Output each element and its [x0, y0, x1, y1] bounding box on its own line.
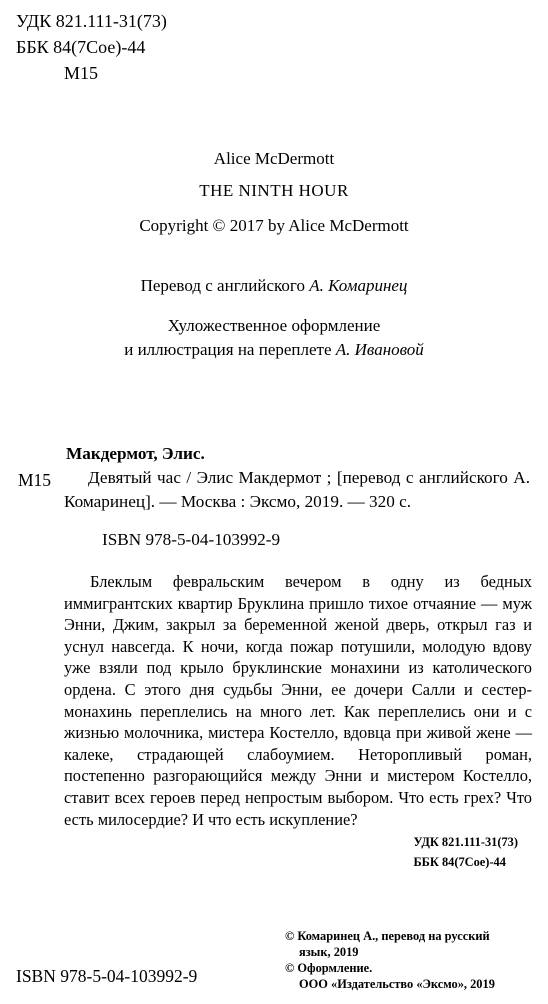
original-title: THE NINTH HOUR — [199, 181, 349, 200]
copyright-translation-line1: © Комаринец А., перевод на русский — [285, 929, 490, 943]
design-credit-line1: Хуложественное оформление — [167, 316, 381, 335]
translator-name: А. Комаринец — [309, 276, 408, 295]
copyright-translation-line2: язык, 2019 — [299, 945, 359, 959]
top-codes-block — [16, 8, 167, 86]
annotation — [64, 571, 532, 830]
illustrator-name: А. Ивановой — [335, 340, 424, 359]
catalog-isbn: ISBN 978-5-04-103992-9 — [102, 530, 281, 549]
bottom-copyright-block — [285, 928, 495, 992]
original-author: Alice McDermott — [213, 149, 335, 168]
bottom-isbn: ISBN 978-5-04-103992-9 — [16, 966, 198, 986]
bottom-bbk-code: ББК 84(7Сое)-44 — [413, 855, 506, 869]
catalog-mark: М15 — [18, 470, 52, 490]
copyright-design-line: © Оформление. — [285, 961, 373, 975]
translation-prefix: Перевод с английского — [140, 276, 305, 295]
catalog-description: Девятый час / Элис Макдермот ; [перевод с английского А. Комаринец]. — Москва : Эксмо, 2019. — 320 с. — [64, 468, 530, 511]
top-udk-code: УДК 821.111-31(73) — [16, 11, 167, 31]
annotation-text: Блеклым февральским вечером в одну из бедных иммигрантских квартир Бруклина пришло тихое отчаяние — муж Энни, Джим, закрыл за беременной женой дверь, открыл газ и уснул навсегда. К ночи, когда пожар потушили, молодую вдову уже взяли под крыло бруклинские монахини из католического ордена. С этого дня судьбы Энни, ее дочери Салли и сестер-монахинь переплелись на много лет. Как переплелись они и с жизнью молочника, мистера Костелло, вдовца при живой жене — калеке, страдающей слабоумием. Неторопливый роман, постепенно разгорающийся между Энни и мистером Костелло, ставит всех героев перед непростым выбором. Что есть грех? Что есть милосердие? И что есть искупление? — [64, 572, 532, 829]
catalog-heading: Макдермот, Элис. — [66, 444, 205, 463]
catalog-entry — [64, 444, 530, 552]
top-author-mark: М15 — [64, 63, 99, 83]
top-bbk-code: ББК 84(7Сое)-44 — [16, 37, 146, 57]
bottom-codes-block — [413, 834, 518, 870]
original-copyright: Copyright © 2017 by Alice McDermott — [139, 216, 409, 235]
design-credit-line2 — [0, 340, 548, 360]
copyright-publisher-line: ООО «Издательство «Эксмо», 2019 — [299, 977, 495, 991]
bottom-udk-code: УДК 821.111-31(73) — [413, 835, 518, 849]
design-credit-prefix: и иллюстрация на переплете — [124, 340, 332, 359]
translation-credit — [0, 276, 548, 296]
